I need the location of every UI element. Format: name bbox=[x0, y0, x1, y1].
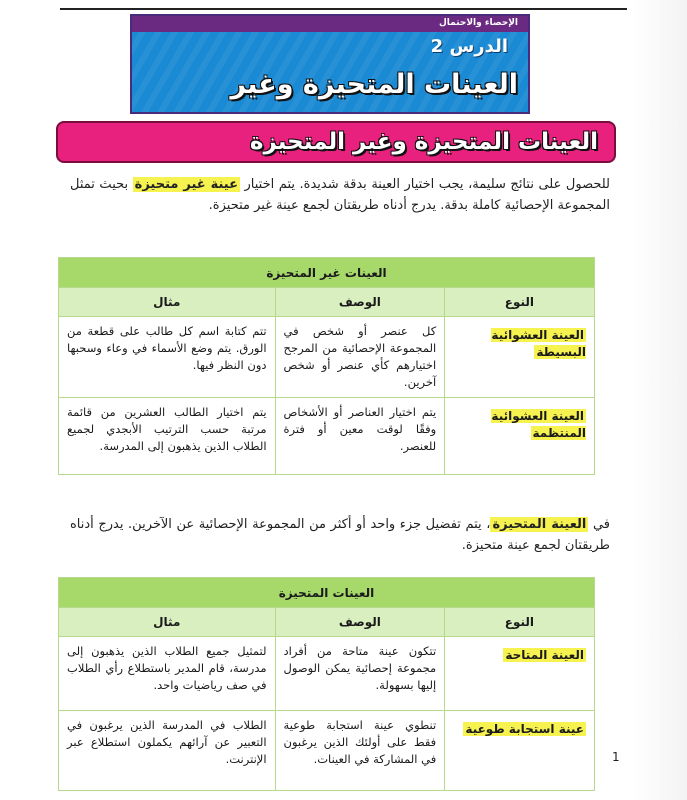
description-cell: تتكون عينة متاحة من أفراد مجموعة إحصائية يمكن الوصول إليها بسهولة. bbox=[275, 637, 445, 711]
example-cell: الطلاب في المدرسة الذين يرغبون في التعبير عن آرائهم يكملون استطلاع عبر الإنترنت. bbox=[59, 711, 276, 791]
page-edge-shade bbox=[632, 0, 687, 800]
biased-intro-paragraph bbox=[70, 514, 610, 556]
table-caption: العينات غير المتحيزة bbox=[59, 258, 595, 288]
lesson-header bbox=[130, 14, 530, 114]
type-cell bbox=[445, 637, 595, 711]
column-header-description: الوصف bbox=[275, 288, 445, 317]
type-label: العينة العشوائية المنتظمة bbox=[491, 409, 586, 440]
biased-text-end: ، يتم تفضيل جزء واحد أو أكثر من المجموعة الإحصائية عن الآخرين. يدرج أدناه طريقتان لجمع عينة متحيزة. bbox=[70, 517, 610, 553]
description-cell: كل عنصر أو شخص في المجموعة الإحصائية من المرجح اختيارهم كأي عنصر أو شخص آخرين. bbox=[275, 317, 445, 398]
type-cell bbox=[445, 398, 595, 475]
type-cell bbox=[445, 317, 595, 398]
column-header-example: مثال bbox=[59, 608, 276, 637]
section-title: العينات المتحيزة وغير المتحيزة bbox=[249, 129, 598, 155]
biased-text-start: في bbox=[588, 517, 610, 532]
lesson-title: العينات المتحيزة وغير bbox=[230, 69, 518, 100]
unit-label: الإحصاء والاحتمال bbox=[132, 16, 528, 32]
column-header-type: النوع bbox=[445, 608, 595, 637]
column-header-description: الوصف bbox=[275, 608, 445, 637]
description-cell: يتم اختيار العناصر أو الأشخاص وفقًا لوقت معين أو فترة للعنصر. bbox=[275, 398, 445, 475]
intro-text-start: للحصول على نتائج سليمة، يجب اختيار العينة بدقة شديدة. يتم اختيار bbox=[239, 177, 610, 192]
table-row bbox=[59, 637, 595, 711]
type-label: العينة العشوائية البسيطة bbox=[491, 328, 586, 359]
column-header-type: النوع bbox=[445, 288, 595, 317]
table-caption: العينات المتحيزة bbox=[59, 578, 595, 608]
table-row bbox=[59, 711, 595, 791]
biased-samples-table bbox=[58, 577, 595, 791]
type-label: العينة المتاحة bbox=[505, 648, 584, 662]
column-header-example: مثال bbox=[59, 288, 276, 317]
type-label: عينة استجابة طوعية bbox=[465, 722, 584, 736]
example-cell: لتمثيل جميع الطلاب الذين يذهبون إلى مدرسة، قام المدير باستطلاع رأي الطلاب في صف رياضيات واحد. bbox=[59, 637, 276, 711]
page-number: 1 bbox=[612, 750, 620, 764]
table-row bbox=[59, 398, 595, 475]
lesson-number: الدرس 2 bbox=[430, 36, 508, 57]
example-cell: تتم كتابة اسم كل طالب على قطعة من الورق. يتم وضع الأسماء في وعاء وسحبها دون النظر فيها. bbox=[59, 317, 276, 398]
intro-text-end: بحيث تمثل المجموعة الإحصائية كاملة بدقة. يدرج أدناه طريقتان لجمع عينة غير متحيزة. bbox=[70, 177, 610, 213]
biased-sample-term: العينة المتحيزة bbox=[492, 517, 587, 532]
unbiased-sample-term: عينة غير متحيزة bbox=[134, 177, 238, 192]
top-rule bbox=[60, 8, 627, 10]
description-cell: تنطوي عينة استجابة طوعية فقط على أولئك الذين يرغبون في المشاركة في العينات. bbox=[275, 711, 445, 791]
table-row bbox=[59, 317, 595, 398]
example-cell: يتم اختيار الطالب العشرين من قائمة مرتبة حسب الترتيب الأبجدي لجميع الطلاب الذين يذهبون إلى المدرسة. bbox=[59, 398, 276, 475]
unbiased-samples-table bbox=[58, 257, 595, 475]
section-banner bbox=[56, 121, 616, 163]
type-cell bbox=[445, 711, 595, 791]
intro-paragraph bbox=[70, 174, 610, 216]
